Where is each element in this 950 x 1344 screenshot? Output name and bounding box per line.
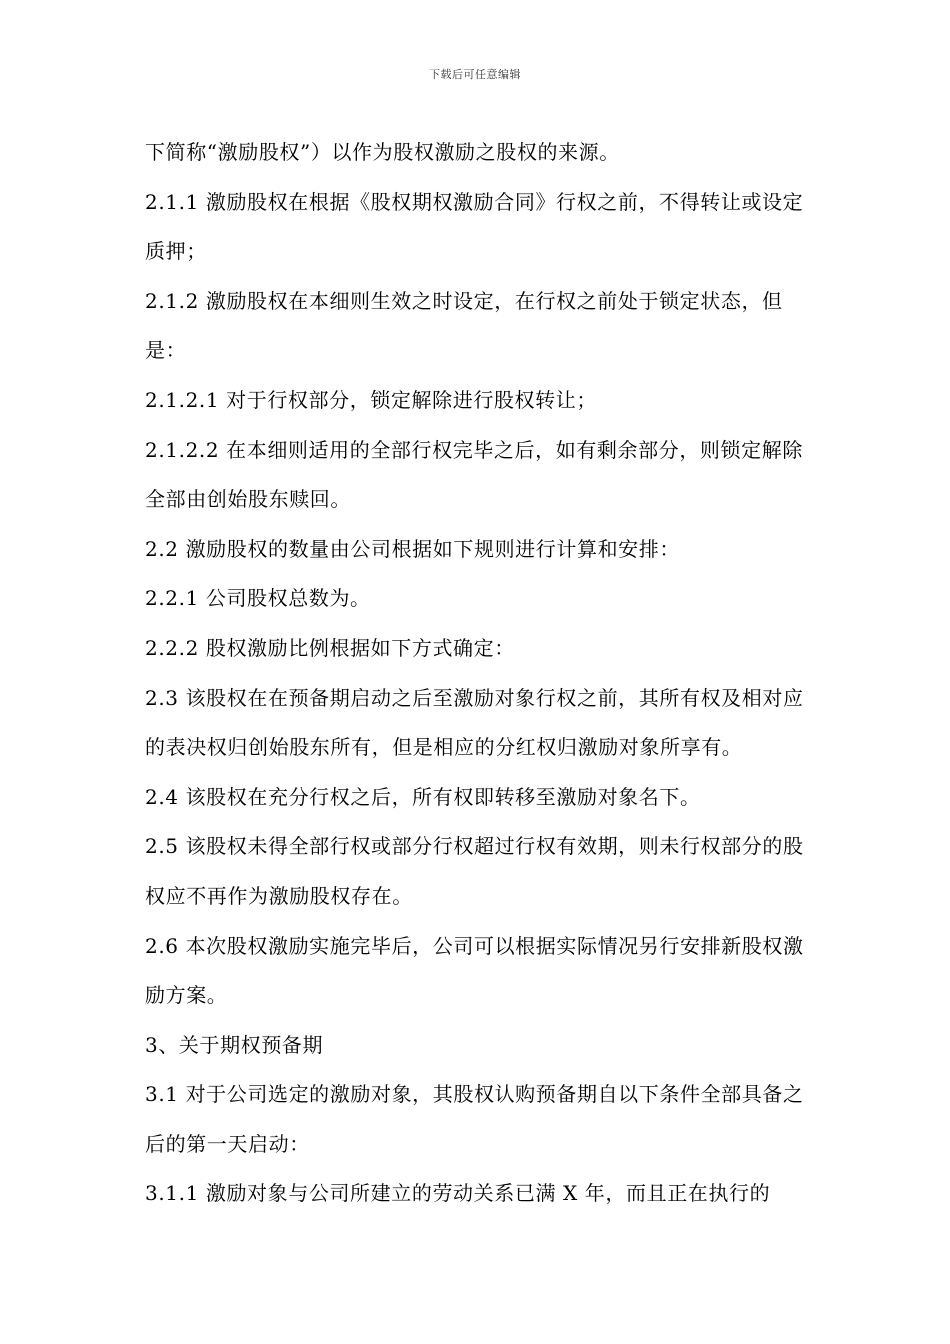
paragraph: 2.1.2.2 在本细则适用的全部行权完毕之后，如有剩余部分，则锁定解除全部由创始股东赎回。	[145, 437, 803, 512]
paragraph: 2.2.1 公司股权总数为。	[145, 586, 371, 611]
paragraph-segment: 2.4 该股权在充分行权之后，所有权即转移至激励对象名下。	[145, 784, 701, 809]
paragraph: 2.5 该股权未得全部行权或部分行权超过行权有效期，则未行权部分的股权应不再作为激励股权存在。	[145, 834, 804, 908]
paragraph: 3.1 对于公司选定的激励对象，其股权认购预备期自以下条件全部具备之后的第一天启动：	[145, 1082, 804, 1156]
paragraph-segment: 2.3 该股权在在预备期启动之后至激励对象行权之前，其所有权及相对应的表决权归创始股东所有，但是相应的分红权归激励对象所享有。	[145, 685, 804, 760]
paragraph: 3.1.1 激励对象与公司所建立的劳动关系已满 X 年，而且正在执行的	[145, 1181, 771, 1206]
paragraph: 2.1.1 激励股权在根据《股权期权激励合同》行权之前，不得转让或设定质押；	[145, 189, 804, 264]
paragraph: 2.2 激励股权的数量由公司根据如下规则进行计算和安排：	[145, 536, 680, 561]
paragraph: 2.1.2 激励股权在本细则生效之时设定，在行权之前处于锁定状态，但是：	[145, 288, 783, 363]
paragraph: 2.6 本次股权激励实施完毕后，公司可以根据实际情况另行安排新股权激励方案。	[145, 933, 804, 1008]
paragraph: 2.1.2.1 对于行权部分，锁定解除进行股权转让；	[145, 387, 597, 412]
page-header: 下载后可任意编辑	[429, 68, 521, 81]
section-heading: 3、关于期权预备期	[145, 1032, 324, 1057]
document-body	[145, 128, 810, 1219]
paragraph	[145, 674, 810, 823]
paragraph: 2.2.2 股权激励比例根据如下方式确定：	[145, 635, 515, 660]
paragraph: 下简称“激励股权”）以作为股权激励之股权的来源。	[145, 140, 620, 164]
